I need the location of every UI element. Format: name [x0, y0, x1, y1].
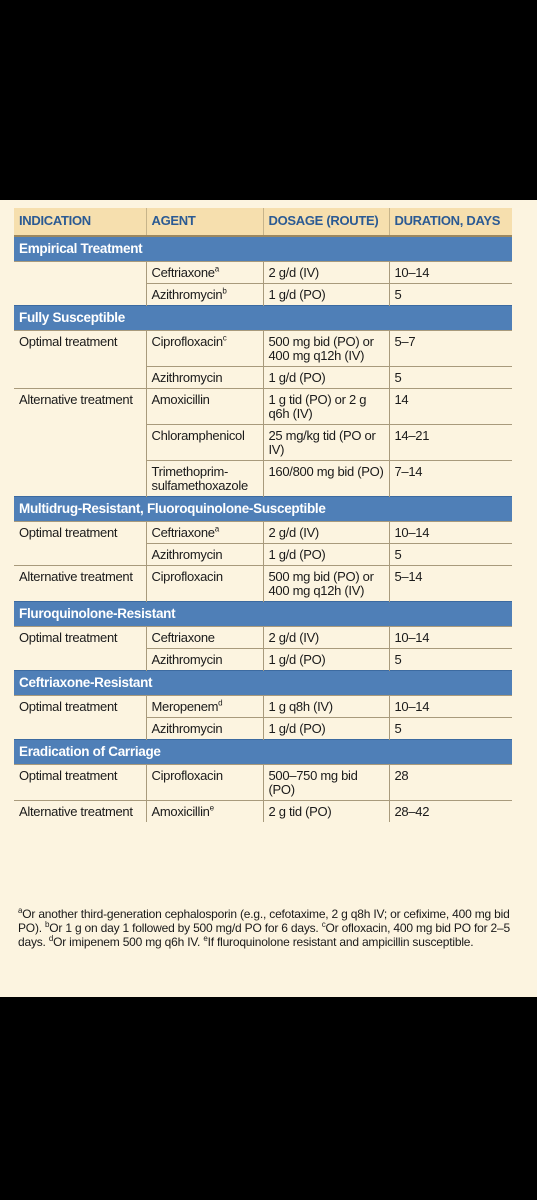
footnote-marker: a [214, 524, 219, 534]
footnote-marker: c [321, 920, 326, 929]
footnote-marker: a [18, 906, 23, 915]
cell-dosage: 160/800 mg bid (PO) [263, 461, 389, 497]
table-row [14, 461, 512, 497]
footnote-text: Or ofloxacin, 400 mg bid PO for 2–5 days. [18, 921, 510, 949]
agent-name: Ciprofloxacin [151, 334, 223, 349]
cell-duration: 5 [389, 367, 512, 389]
table-row [14, 367, 512, 389]
cell-agent [146, 566, 263, 602]
agent-name: Azithromycin [151, 370, 223, 385]
cell-agent [146, 425, 263, 461]
cell-duration: 10–14 [389, 627, 512, 649]
footnote-text: If fluroquinolone resistant and ampicillin susceptible. [207, 935, 474, 949]
table-header-row [14, 208, 512, 236]
cell-agent [146, 696, 263, 718]
footnote-marker: b [45, 920, 50, 929]
cell-dosage: 2 g/d (IV) [263, 262, 389, 284]
table-row [14, 696, 512, 718]
section-title: Multidrug-Resistant, Fluoroquinolone-Susceptible [14, 497, 512, 522]
agent-name: Ciprofloxacin [151, 768, 223, 783]
footnote-marker: d [218, 698, 223, 708]
cell-dosage: 25 mg/kg tid (PO or IV) [263, 425, 389, 461]
table-row [14, 627, 512, 649]
cell-agent [146, 544, 263, 566]
agent-name: Ceftriaxone [151, 630, 215, 645]
cell-dosage: 500 mg bid (PO) or 400 mg q12h (IV) [263, 331, 389, 367]
treatment-table [14, 208, 512, 822]
cell-agent [146, 389, 263, 425]
cell-agent [146, 765, 263, 801]
footnote-marker: c [222, 333, 227, 343]
cell-agent [146, 262, 263, 284]
cell-dosage: 1 g/d (PO) [263, 544, 389, 566]
agent-name: Ceftriaxone [151, 265, 215, 280]
section-header [14, 497, 512, 522]
agent-name: Azithromycin [151, 547, 223, 562]
cell-indication [14, 544, 146, 566]
section-title: Ceftriaxone-Resistant [14, 671, 512, 696]
cell-indication [14, 461, 146, 497]
cell-duration: 5–7 [389, 331, 512, 367]
cell-dosage: 2 g/d (IV) [263, 522, 389, 544]
footnote-text: Or another third-generation cephalosporin (e.g., cefotaxime, 2 g q8h IV; or cefixime, 400 mg bid PO). [18, 907, 510, 935]
cell-duration: 5 [389, 718, 512, 740]
cell-agent [146, 718, 263, 740]
header-duration: DURATION, DAYS [389, 208, 512, 236]
cell-indication: Alternative treatment [14, 566, 146, 602]
agent-name: Azithromycin [151, 287, 223, 302]
table-row [14, 262, 512, 284]
header-dosage: DOSAGE (ROUTE) [263, 208, 389, 236]
cell-dosage: 1 g/d (PO) [263, 649, 389, 671]
cell-indication: Optimal treatment [14, 696, 146, 718]
cell-dosage: 1 g/d (PO) [263, 284, 389, 306]
section-header [14, 671, 512, 696]
table-row [14, 718, 512, 740]
cell-indication: Alternative treatment [14, 389, 146, 425]
table-row [14, 765, 512, 801]
cell-dosage: 2 g tid (PO) [263, 801, 389, 823]
cell-agent [146, 461, 263, 497]
cell-duration: 10–14 [389, 262, 512, 284]
cell-duration: 5 [389, 649, 512, 671]
agent-name: Meropenem [151, 699, 219, 714]
table-body [14, 236, 512, 822]
table-row [14, 331, 512, 367]
cell-agent [146, 284, 263, 306]
table-row [14, 284, 512, 306]
cell-indication: Alternative treatment [14, 801, 146, 823]
cell-agent [146, 367, 263, 389]
cell-dosage: 1 g q8h (IV) [263, 696, 389, 718]
cell-dosage: 1 g/d (PO) [263, 367, 389, 389]
header-indication: INDICATION [14, 208, 146, 236]
footnote [18, 907, 512, 949]
cell-agent [146, 649, 263, 671]
cell-duration: 10–14 [389, 522, 512, 544]
cell-duration: 28 [389, 765, 512, 801]
cell-dosage: 1 g tid (PO) or 2 g q6h (IV) [263, 389, 389, 425]
table-row [14, 566, 512, 602]
table-row [14, 649, 512, 671]
section-header [14, 740, 512, 765]
agent-name: Amoxicillin [151, 392, 210, 407]
cell-indication: Optimal treatment [14, 331, 146, 367]
section-header [14, 602, 512, 627]
section-title: Fully Susceptible [14, 306, 512, 331]
cell-indication: Optimal treatment [14, 765, 146, 801]
section-header [14, 306, 512, 331]
cell-dosage: 500 mg bid (PO) or 400 mg q12h (IV) [263, 566, 389, 602]
cell-duration: 10–14 [389, 696, 512, 718]
section-header [14, 236, 512, 262]
section-title: Empirical Treatment [14, 236, 512, 262]
footnote-marker: a [214, 264, 219, 274]
cell-indication: Optimal treatment [14, 627, 146, 649]
cell-indication [14, 367, 146, 389]
cell-dosage: 2 g/d (IV) [263, 627, 389, 649]
cell-indication [14, 284, 146, 306]
footnote-marker: d [48, 934, 54, 943]
cell-indication [14, 425, 146, 461]
table-row [14, 801, 512, 823]
section-title: Fluroquinolone-Resistant [14, 602, 512, 627]
cell-agent [146, 522, 263, 544]
cell-dosage: 500–750 mg bid (PO) [263, 765, 389, 801]
cell-indication [14, 649, 146, 671]
table-row [14, 389, 512, 425]
cell-indication [14, 262, 146, 284]
agent-name: Ceftriaxone [151, 525, 215, 540]
document-page [0, 200, 537, 997]
agent-name: Azithromycin [151, 721, 223, 736]
footnote-text: Or 1 g on day 1 followed by 500 mg/d PO for 6 days. [49, 921, 322, 935]
agent-name: Trimethoprim-sulfamethoxazole [151, 464, 248, 493]
footnote-marker: e [203, 934, 208, 943]
table-row [14, 522, 512, 544]
cell-duration: 14–21 [389, 425, 512, 461]
cell-indication [14, 718, 146, 740]
footnote-marker: e [209, 803, 214, 813]
section-title: Eradication of Carriage [14, 740, 512, 765]
agent-name: Ciprofloxacin [151, 569, 223, 584]
cell-duration: 5–14 [389, 566, 512, 602]
cell-indication: Optimal treatment [14, 522, 146, 544]
cell-duration: 5 [389, 544, 512, 566]
agent-name: Azithromycin [151, 652, 223, 667]
table-row [14, 425, 512, 461]
agent-name: Amoxicillin [151, 804, 210, 819]
footnote-marker: b [222, 286, 227, 296]
cell-duration: 14 [389, 389, 512, 425]
table-row [14, 544, 512, 566]
agent-name: Chloramphenicol [151, 428, 245, 443]
header-agent: AGENT [146, 208, 263, 236]
cell-agent [146, 627, 263, 649]
cell-duration: 28–42 [389, 801, 512, 823]
cell-agent [146, 331, 263, 367]
cell-agent [146, 801, 263, 823]
cell-duration: 5 [389, 284, 512, 306]
cell-duration: 7–14 [389, 461, 512, 497]
cell-dosage: 1 g/d (PO) [263, 718, 389, 740]
footnote-text: Or imipenem 500 mg q6h IV. [53, 935, 204, 949]
